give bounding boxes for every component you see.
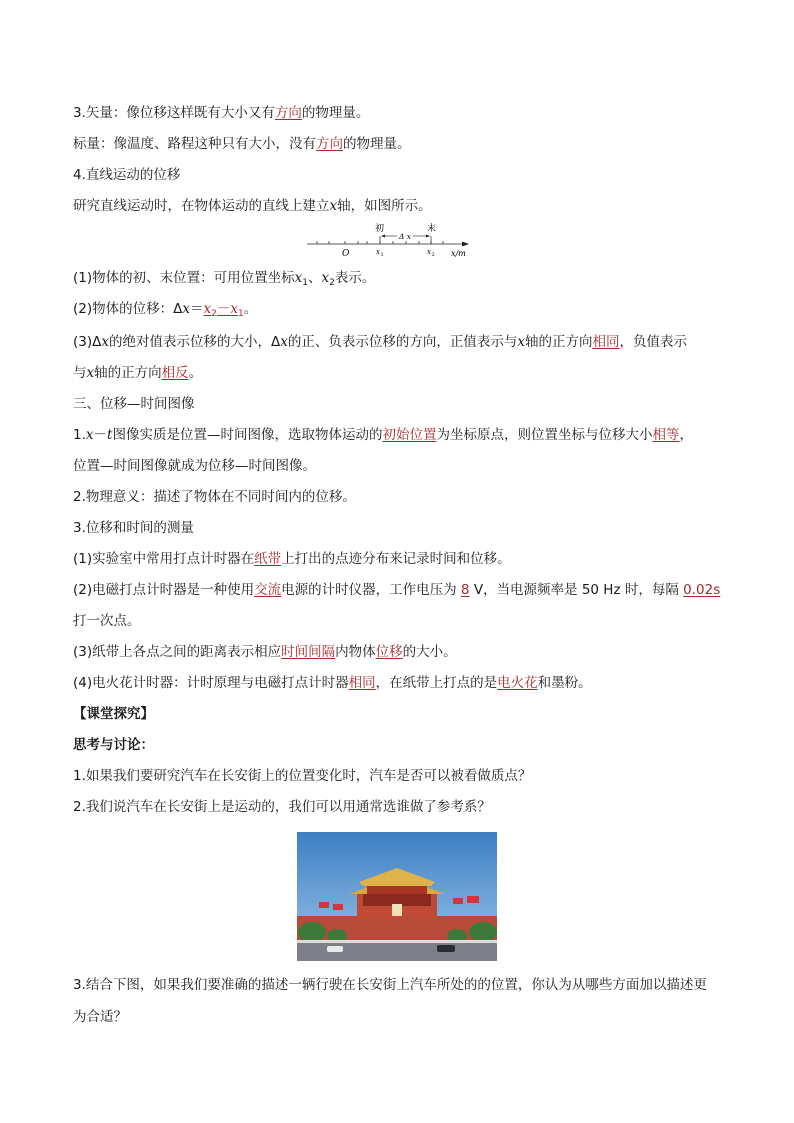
question-2: 2.我们说汽车在长安街上是运动的，我们可以用通常选谁做了参考系？ (73, 799, 491, 815)
text: 的正、负表示位移的方向，正值表示与 (287, 334, 518, 350)
measure-3 (73, 643, 457, 661)
text: 和墨粉。 (537, 675, 592, 691)
label-x1: x (376, 248, 380, 256)
tiananmen-photo (297, 832, 497, 961)
measure-4 (73, 674, 592, 692)
text: 的物理量。 (343, 136, 411, 152)
fill-answer: 相同 (592, 334, 620, 350)
text: 图像实质是位置—时间图像，选取物体运动的 (112, 427, 383, 443)
item-3-continued (73, 364, 202, 382)
item-1-positions (73, 269, 375, 292)
var-x: x (86, 365, 95, 381)
text: 表示。 (334, 270, 376, 286)
text: 轴的正方向 (524, 334, 593, 350)
text: 1. (73, 427, 86, 443)
measure-2 (73, 581, 720, 599)
item-2-displacement (73, 300, 257, 323)
measure-2-continued: 打一次点。 (73, 613, 141, 629)
heading-discussion: 思考与讨论： (73, 737, 154, 753)
var-x: x (203, 301, 212, 317)
text: 轴的正方向 (94, 365, 162, 381)
subscript: 2 (211, 309, 217, 319)
text: 的绝对值表示位移的大小，Δ (108, 334, 281, 350)
var-x: x (517, 334, 525, 350)
text: ，负值表示 (619, 334, 687, 350)
label-x2: x (427, 248, 431, 256)
xt-graph-continued: 位置—时间图像就成为位移—时间图像。 (73, 458, 316, 474)
label-delta-x: Δ x (399, 232, 412, 241)
measure-1 (73, 550, 511, 568)
fill-answer: 方向 (274, 105, 302, 121)
var-x: x (321, 270, 330, 286)
fill-answer: 相反 (161, 365, 189, 381)
scalar-definition (73, 135, 411, 153)
label-unit: x/m (451, 249, 466, 258)
question-3: 3.结合下图，如果我们要准确的描述一辆行驶在长安街上汽车所处的的位置，你认为从哪些方面加以描述更 (73, 977, 707, 993)
text: 电源的计时仪器，工作电压为 (281, 582, 457, 598)
text: 与 (73, 365, 87, 381)
var-x: x (182, 301, 190, 317)
fill-answer: 初始位置 (382, 427, 437, 443)
question-3-continued: 为合适？ (73, 1009, 127, 1025)
text: 标量：像温度、路程这种只有大小，没有 (73, 136, 316, 152)
physical-meaning: 2.物理意义：描述了物体在不同时间内的位移。 (73, 489, 356, 505)
intro-sentence (73, 197, 432, 215)
vector-definition (73, 104, 369, 122)
var-x: x (230, 301, 238, 317)
text: 、 (307, 270, 322, 286)
text: (4)电火花计时器：计时原理与电磁打点计时器 (73, 675, 349, 691)
text: － (216, 301, 231, 317)
subscript: 2 (329, 278, 335, 288)
var-t: t (107, 427, 113, 443)
var-x: x (85, 427, 94, 443)
text: － (93, 427, 108, 443)
subscript: 1 (237, 309, 244, 319)
text: (2)物体的位移：Δ (73, 301, 183, 317)
text: ， (679, 427, 693, 443)
text: 上打出的点迹分布来记录时间和位移。 (281, 551, 511, 567)
text: 研究直线运动时，在物体运动的直线上建立 (73, 198, 330, 214)
fill-answer: 相同 (348, 675, 376, 691)
text: 。 (243, 301, 258, 317)
text: (3)Δ (73, 334, 102, 350)
fill-answer: 纸带 (254, 551, 282, 567)
fill-answer: 8 (460, 582, 470, 598)
fill-answer: 方向 (316, 136, 343, 152)
label-x2-sub: 2 (431, 252, 435, 258)
fill-answer: 电火花 (497, 675, 538, 691)
var-x: x (329, 198, 338, 214)
question-1: 1.如果我们要研究汽车在长安街上的位置变化时，汽车是否可以被看做质点？ (73, 768, 532, 784)
text: 3.矢量：像位移这样既有大小又有 (73, 105, 275, 121)
var-x: x (280, 334, 288, 350)
text: (1)物体的初、末位置：可用位置坐标 (73, 270, 295, 286)
label-origin: O (342, 249, 350, 259)
heading-linear-displacement: 4.直线运动的位移 (73, 167, 181, 183)
text: 轴，如图所示。 (337, 198, 432, 214)
fill-answer: 时间间隔 (281, 644, 336, 660)
text: (2)电磁打点计时器是一种使用 (73, 582, 255, 598)
text: 的物理量。 (301, 105, 370, 121)
axis-arrow (462, 242, 469, 247)
subscript: 1 (302, 278, 308, 288)
fill-answer: 位移 (375, 644, 403, 660)
text: (3)纸带上各点之间的距离表示相应 (73, 644, 282, 660)
heading-classroom-inquiry: 【课堂探究】 (73, 706, 154, 722)
label-start: 初 (375, 224, 385, 234)
text: ，在纸带上打点的是 (375, 675, 498, 691)
heading-measurement: 3.位移和时间的测量 (73, 520, 194, 536)
position-axis-diagram (305, 220, 475, 262)
text: 为坐标原点，则位置坐标与位移大小 (436, 427, 653, 443)
text: ＝ (189, 301, 204, 317)
text: 。 (188, 365, 203, 381)
label-x1-sub: 1 (380, 252, 384, 258)
text: 内物体 (335, 644, 376, 660)
var-x: x (101, 334, 109, 350)
fill-answer: 交流 (254, 582, 282, 598)
text: (1)实验室中常用打点计时器在 (73, 551, 255, 567)
fill-answer: 0.02s (683, 582, 721, 598)
label-end: 末 (427, 224, 437, 234)
heading-displacement-time: 三、位移—时间图像 (73, 396, 195, 412)
var-x: x (294, 270, 303, 286)
item-3-sign (73, 333, 687, 351)
xt-graph-line (73, 426, 693, 444)
text: V，当电源频率是 50 Hz 时，每隔 (473, 582, 679, 598)
fill-answer: 相等 (652, 427, 680, 443)
text: 的大小。 (402, 644, 457, 660)
